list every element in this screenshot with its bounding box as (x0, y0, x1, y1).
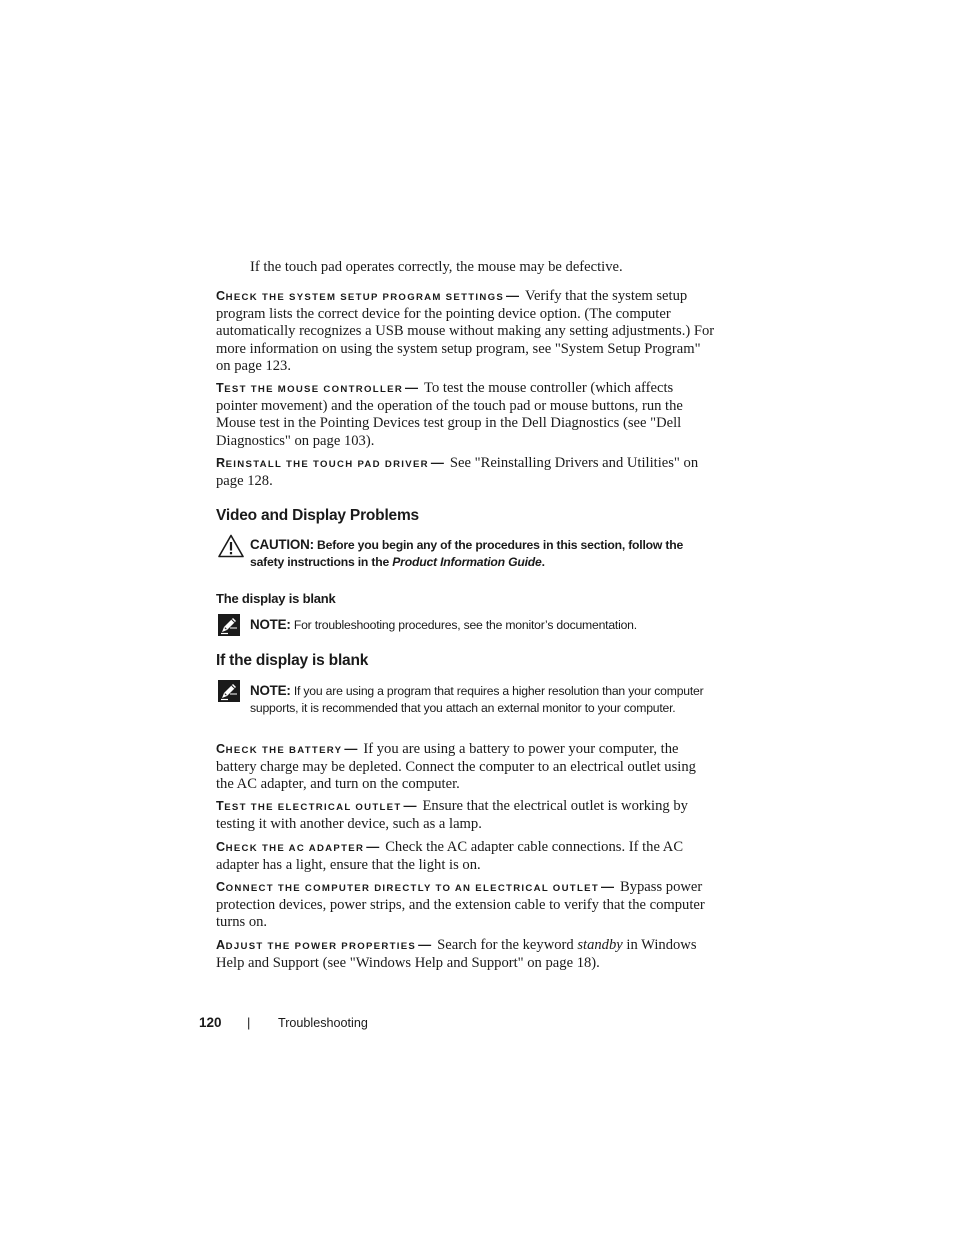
item-lead: CONNECT THE COMPUTER DIRECTLY TO AN ELECTRICAL OUTLET (216, 880, 599, 894)
item-lead: TEST THE MOUSE CONTROLLER (216, 381, 404, 395)
section-heading-if-blank: If the display is blank (216, 652, 369, 669)
note-pencil-icon (218, 614, 240, 636)
caution-notice: CAUTION: Before you begin any of the procedures in this section, follow the safety instructions in the Product Information Guide. (250, 537, 684, 570)
intro-paragraph: If the touch pad operates correctly, the mouse may be defective. (250, 259, 623, 275)
footer-section-title: Troubleshooting (278, 1016, 368, 1030)
item-text: See "Reinstalling Drivers and Utilities" on page 128. (216, 455, 699, 490)
caution-triangle-icon (218, 534, 244, 558)
note-pencil-icon (218, 680, 240, 702)
item-connect-directly: CONNECT THE COMPUTER DIRECTLY TO AN ELECTRICAL OUTLET — Bypass power protection devices, power strips, and the extension cable to verify that the computer turns on. (216, 879, 705, 931)
item-check-system-setup: CHECK THE SYSTEM SETUP PROGRAM SETTINGS — Verify that the system setup program lists the correct device for the pointing device option. (The computer automatically recognizes a USB mouse without making any setting adjustments.) For more information on using the system setup program, see "System Setup Program" on page 123. (216, 288, 715, 374)
item-text: Ensure that the electrical outlet is working by testing it with another device, such as a lamp. (216, 798, 688, 833)
item-check-ac-adapter: CHECK THE AC ADAPTER — Check the AC adapter cable connections. If the AC adapter has a light, ensure that the light is on. (216, 839, 684, 874)
item-lead: TEST THE ELECTRICAL OUTLET (216, 799, 402, 813)
note-label: NOTE: (250, 683, 291, 698)
item-reinstall-touch-pad-driver: REINSTALL THE TOUCH PAD DRIVER — See "Reinstalling Drivers and Utilities" on page 128. (216, 455, 699, 490)
item-text: Verify that the system setup program lists the correct device for the pointing device option. (The computer automatically recognizes a USB mouse without making any setting adjustments.) For more information on using the system setup program, see "System Setup Program" on page 123. (216, 288, 715, 374)
item-text: To test the mouse controller (which affects pointer movement) and the operation of the touch pad or mouse buttons, run the Mouse test in the (216, 380, 683, 432)
item-lead: CHECK THE SYSTEM SETUP PROGRAM SETTINGS (216, 289, 505, 303)
item-lead: ADJUST THE POWER PROPERTIES (216, 938, 417, 952)
keyword: standby (577, 937, 623, 953)
guide-title: Product Information Guide (392, 555, 542, 570)
page-number: 120 (199, 1015, 222, 1030)
note-monitor-docs: NOTE: For troubleshooting procedures, see the monitor’s documentation. (250, 617, 637, 632)
section-heading-video: Video and Display Problems (216, 507, 419, 524)
item-text: Search for the keyword (437, 937, 578, 953)
ui-term: Pointing Devices (319, 415, 420, 432)
item-text: If you are using a battery to power your computer, the battery charge may be depleted. Connect the computer to an electrical outlet using the AC adapter, and turn on the computer. (216, 741, 696, 793)
item-check-battery: CHECK THE BATTERY — If you are using a battery to power your computer, the battery charge may be depleted. Connect the computer to an electrical outlet using the AC adapter, and turn on the computer. (216, 741, 696, 793)
item-text: test group in the Dell Diagnostics (see "Dell Diagnostics" on page 103). (216, 415, 682, 449)
item-adjust-power-properties: ADJUST THE POWER PROPERTIES — Search for the keyword standby in Windows Help and Support (see "Windows Help and Support" on page 18). (216, 937, 697, 972)
item-lead: REINSTALL THE TOUCH PAD DRIVER (216, 456, 429, 470)
item-text: Check the AC adapter cable connections. If the AC adapter has a light, ensure that the light is on. (216, 839, 684, 874)
footer-separator: | (247, 1015, 251, 1030)
item-lead: CHECK THE BATTERY (216, 742, 343, 756)
item-text: Bypass power protection devices, power strips, and the extension cable to verify that the computer turns on. (216, 879, 705, 931)
subheading-display-blank: The display is blank (216, 591, 336, 606)
item-lead: CHECK THE AC ADAPTER (216, 840, 365, 854)
item-text: in Windows Help and Support (see "Windows Help and Support" on page 18). (216, 937, 697, 972)
item-test-mouse-controller: TEST THE MOUSE CONTROLLER — To test the mouse controller (which affects pointer movement) and the operation of the touch pad or mouse buttons, run the Mouse test in the Pointing Devices test group in the Dell Diagnostics (see "Dell Diagnostics" on page 103). (216, 380, 683, 449)
item-test-electrical-outlet: TEST THE ELECTRICAL OUTLET — Ensure that the electrical outlet is working by testing it with another device, such as a lamp. (216, 798, 688, 833)
caution-label: CAUTION: (250, 537, 314, 552)
note-label: NOTE: (250, 617, 291, 632)
note-higher-resolution: NOTE: If you are using a program that requires a higher resolution than your computer supports, it is recommended that you attach an external monitor to your computer. (250, 683, 704, 716)
